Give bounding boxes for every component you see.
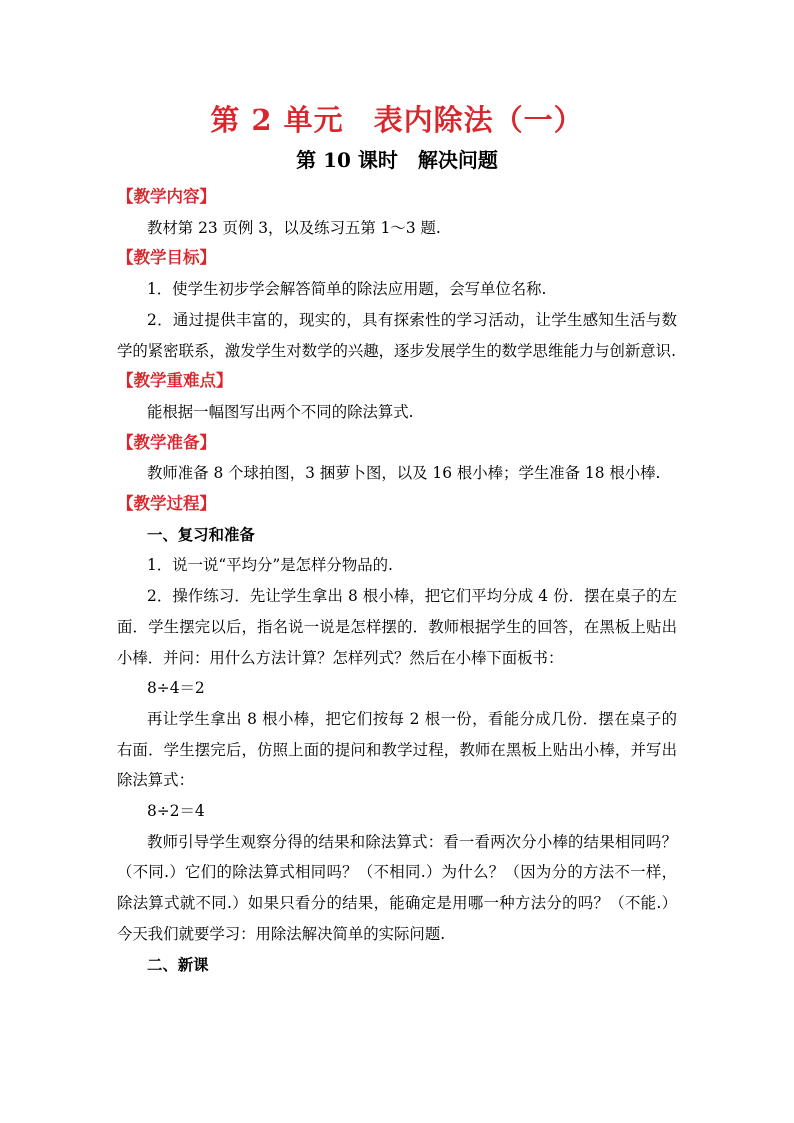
part-one-title: 一、复习和准备 (147, 525, 255, 544)
process-paragraph-4: 教师引导学生观察分得的结果和除法算式：看一看两次分小棒的结果相同吗？（不同.）它们的除法算式相同吗？（不相同.）为什么？（因为分的方法不一样，除法算式就不同.）如果只看分的结果，能确定是用哪一种方法分的吗？（不能.）今天我们就要学习：用除法解决简单的实际问题. (117, 832, 677, 943)
section-heading-key-points: 【教学重难点】 (117, 371, 233, 391)
process-paragraph-2: 2．操作练习．先让学生拿出 8 根小棒，把它们平均分成 4 份．摆在桌子的左面．学生摆完以后，指名说一说是怎样摆的．教师根据学生的回答，在黑板上贴出小棒．并问：用什么方法计算？怎样列式？然后在小棒下面板书： (117, 587, 677, 667)
part-two-title: 二、新课 (147, 955, 209, 974)
goal-item-2: 2．通过提供丰富的，现实的，具有探索性的学习活动，让学生感知生活与数学的紧密联系，激发学生对数学的兴趣，逐步发展学生的数学思维能力与创新意识. (117, 310, 677, 360)
section-heading-content: 【教学内容】 (117, 187, 216, 206)
preparation-text: 教师准备 8 个球拍图，3 捆萝卜图，以及 16 根小棒；学生准备 18 根小棒. (147, 464, 661, 483)
equation-2: 8÷2＝4 (147, 802, 205, 821)
section-heading-preparation: 【教学准备】 (117, 432, 216, 452)
process-paragraph-1: 1．说一说“平均分”是怎样分物品的. (147, 556, 393, 575)
goal-item-1: 1．使学生初步学会解答简单的除法应用题，会写单位名称. (147, 280, 547, 299)
key-points-text: 能根据一幅图写出两个不同的除法算式. (147, 402, 414, 421)
document-title: 第 2 单元 表内除法（一） (210, 103, 584, 137)
document-body (117, 182, 677, 980)
section-heading-goals: 【教学目标】 (117, 248, 216, 268)
content-text: 教材第 23 页例 3，以及练习五第 1～3 题. (147, 218, 441, 237)
section-heading-process: 【教学过程】 (117, 494, 216, 514)
equation-1: 8÷4＝2 (147, 679, 205, 698)
process-paragraph-3: 再让学生拿出 8 根小棒，把它们按每 2 根一份，看能分成几份．摆在桌子的右面．学生摆完后，仿照上面的提问和教学过程，教师在黑板上贴出小棒，并写出除法算式： (117, 709, 677, 790)
lesson-subtitle: 第 10 课时 解决问题 (296, 148, 498, 172)
